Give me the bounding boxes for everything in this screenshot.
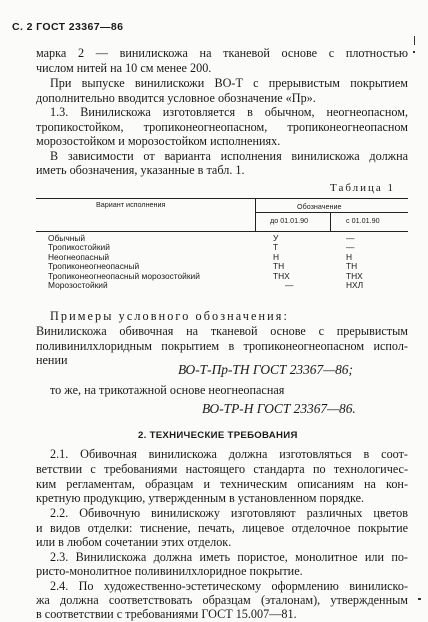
table-cell-variant: Неогнеопасный <box>48 252 110 262</box>
intro-line: числом нитей на 10 см менее 200. <box>36 61 212 75</box>
table-cell-before: Н <box>273 252 280 262</box>
intro-line: дополнительно вводится условное обозначение «Пр». <box>36 91 316 105</box>
table-head-rule <box>36 231 408 232</box>
table-cell-before: У <box>273 233 279 243</box>
table-cell-after: ТН <box>346 261 358 271</box>
table-cell-after: — <box>346 233 355 243</box>
intro-line: тропикостойком, тропиконеогнеопасном, тропиконеогнеопасном <box>36 120 408 134</box>
table-header-variant: Вариант исполнения <box>96 200 166 209</box>
intro-line: иметь обозначения, указанные в табл. 1. <box>36 163 245 177</box>
table-cell-after: НХЛ <box>346 280 364 290</box>
table-cell-variant: Обычный <box>48 233 86 243</box>
table-top-rule <box>36 198 408 199</box>
section-text: или в любом сочетании этих отделок. <box>36 535 232 549</box>
table-cell-variant: Морозостойкий <box>48 280 108 290</box>
table-cell-before: Т <box>273 242 279 252</box>
example-code: ВО-Т-Пр-ТН ГОСТ 23367—86; <box>178 362 353 377</box>
intro-line: 1.3. Винилискожа изготовляется в обычном, неогнеопасном, <box>50 105 408 119</box>
table-col-divider <box>330 212 331 231</box>
table-cell-variant: Тропиконеогнеопасный <box>48 261 140 271</box>
section-text: ристо-монолитное поливинилхлоридное покрытие. <box>36 564 303 578</box>
table-cell-before: ТНХ <box>273 271 290 281</box>
table-cell-before: ТН <box>273 261 285 271</box>
margin-mark <box>413 51 415 53</box>
section-text: ким регламентам, образцам и техническим описаниям на кон- <box>36 477 408 491</box>
example-text: то же, на трикотажной основе неогнеопасная <box>50 383 285 397</box>
section-text: в соответствии с требованиями ГОСТ 15.007—81. <box>36 607 297 621</box>
example-text: нении <box>36 353 68 367</box>
table-header-designation: Обозначение <box>297 202 342 211</box>
section-text: ветствии с требованиями настоящего стандарта по технологичес- <box>36 462 408 476</box>
table-cell-variant: Тропикостойкий <box>48 242 110 252</box>
table-header-before: до 01.01.90 <box>270 216 309 225</box>
table-cell-after: ТНХ <box>346 271 363 281</box>
section-text: жа должна соответствовать образцам (эталонам), утвержденным <box>36 593 408 607</box>
example-text: поливинилхлоридным покрытием в тропиконеогнеопасном испол- <box>36 339 408 353</box>
examples-heading: Примеры условного обозначения: <box>50 309 289 323</box>
table-caption: Таблица 1 <box>330 182 396 194</box>
table-cell-after: Н <box>346 252 353 262</box>
intro-line: морозостойком и морозостойком исполнениях. <box>36 134 281 148</box>
table-cell-before: — <box>285 280 294 290</box>
section-text: 2.2. Обивочную винилискожу изготовляют различных цветов <box>50 506 408 520</box>
table-subhead-rule <box>255 212 408 213</box>
table-col-divider <box>255 198 256 231</box>
example-text: Винилискожа обивочная на тканевой основе с прерывистым <box>36 324 408 338</box>
table-cell-variant: Тропиконеогнеопасный морозостойкий <box>48 271 200 281</box>
intro-line: В зависимости от варианта исполнения винилискожа должна <box>50 149 408 163</box>
section-text: 2.4. По художественно-эстетическому оформлению винилиско- <box>50 579 408 593</box>
example-code: ВО-ТР-Н ГОСТ 23367—86. <box>202 401 356 416</box>
margin-mark <box>418 598 421 600</box>
section-text: 2.1. Обивочная винилискожа должна изготовляться в соот- <box>50 447 408 461</box>
section-text: кретную продукцию, утвержденным в установленном порядке. <box>36 491 365 505</box>
page-header: С. 2 ГОСТ 23367—86 <box>12 21 124 33</box>
intro-line: марка 2 — винилискожа на тканевой основе с плотностью <box>36 46 408 60</box>
table-cell-after: — <box>346 242 355 252</box>
section-title: 2. ТЕХНИЧЕСКИЕ ТРЕБОВАНИЯ <box>138 430 298 441</box>
margin-mark <box>414 36 415 45</box>
section-text: 2.3. Винилискожа должна иметь пористое, монолитное или по- <box>50 550 408 564</box>
intro-line: При выпуске винилискожи ВО-Т с прерывистым покрытием <box>50 76 408 90</box>
section-text: и видов отделки: тиснение, печать, лицевое отделочное покрытие <box>36 521 408 535</box>
table-header-after: с 01.01.90 <box>346 216 380 225</box>
